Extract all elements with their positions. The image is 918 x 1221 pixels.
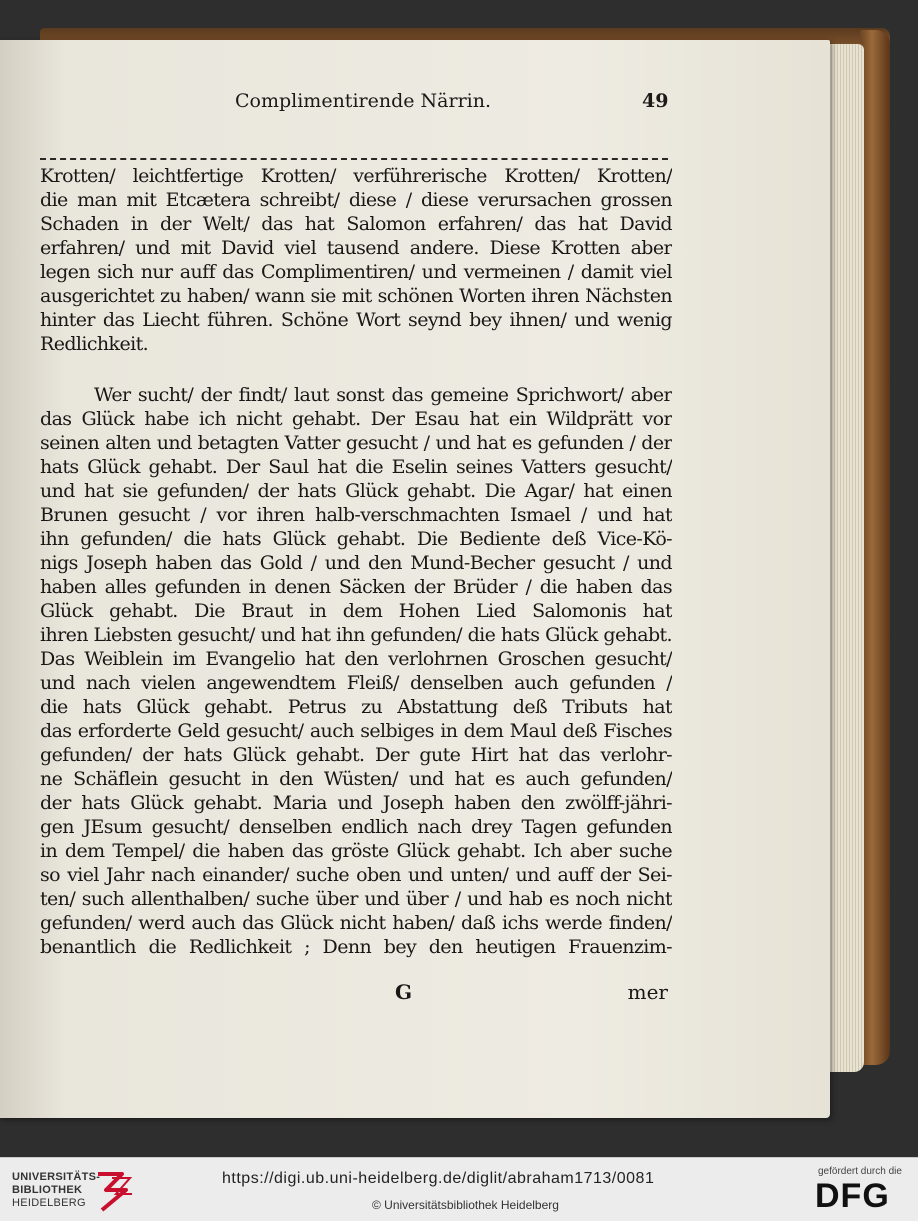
text-line: das erforderte Geld gesucht/ auch selbiges in dem Maul deß Fisches [40,720,672,742]
text-line: benantlich die Redlichkeit ; Denn bey den heutigen Frauenzim- [40,936,672,958]
text-line: der hats Glück gehabt. Maria und Joseph haben den zwölff-jähri- [40,792,672,814]
funder-label: gefördert durch die [818,1166,902,1177]
text-line: seinen alten und betagten Vatter gesucht / und hat es gefunden / der [40,432,672,454]
book-cover-right [860,30,890,1065]
text-line: die hats Glück gehabt. Petrus zu Abstattung deß Tributs hat [40,696,672,718]
text-line: die man mit Etcætera schreibt/ diese / diese verursachen grossen [40,189,672,211]
copyright-notice: © Universitätsbibliothek Heidelberg [372,1198,559,1212]
text-line: in dem Tempel/ die haben das gröste Glück gehabt. Ich aber suche [40,840,672,862]
text-line: und nach vielen angewendtem Fleiß/ denselben auch gefunden / [40,672,672,694]
text-line: Das Weiblein im Evangelio hat den verlohrnen Groschen gesucht/ [40,648,672,670]
text-line: ten/ such allenthalben/ suche über und über / und hab es noch nicht [40,888,672,910]
text-line: Wer sucht/ der findt/ laut sonst das gemeine Sprichwort/ aber [94,384,672,406]
header-rule [40,158,668,160]
library-name-line: HEIDELBERG [12,1197,86,1209]
library-name-line: UNIVERSITÄTS- [12,1171,101,1183]
text-line: ihren Liebsten gesucht/ und hat ihn gefunden/ die hats Glück gehabt. [40,624,672,646]
permalink-link[interactable]: https://digi.ub.uni-heidelberg.de/diglit/abraham1713/0081 [222,1170,655,1187]
library-name-line: BIBLIOTHEK [12,1184,83,1196]
page-number: 49 [642,90,669,112]
running-head [40,90,670,120]
catchword: mer [627,980,668,1004]
text-line: gefunden/ der hats Glück gehabt. Der gute Hirt hat das verlohr- [40,744,672,766]
text-line: das Glück habe ich nicht gehabt. Der Esau hat ein Wildprätt vor [40,408,672,430]
signature-mark: G [395,980,413,1004]
text-line: Brunen gesucht / vor ihren halb-verschmachten Ismael / und hat [40,504,672,526]
text-line: Redlichkeit. [40,333,149,355]
text-line: ne Schäflein gesucht in den Wüsten/ und hat es auch gefunden/ [40,768,672,790]
text-line: Krotten/ leichtfertige Krotten/ verführerische Krotten/ Krotten/ [40,165,672,187]
text-line: haben alles gefunden in denen Säcken der Brüder / die haben das [40,576,672,598]
text-line: und hat sie gefunden/ der hats Glück gehabt. Die Agar/ hat einen [40,480,672,502]
viewer-footer [0,1157,918,1221]
paragraph-2 [40,383,672,959]
running-title: Complimentirende Närrin. [235,90,491,112]
text-line: Schaden in der Welt/ das hat Salomon erfahren/ das hat David [40,213,672,235]
text-line: Glück gehabt. Die Braut in dem Hohen Lied Salomonis hat [40,600,672,622]
text-line: legen sich nur auff das Complimentiren/ und vermeinen / damit viel [40,261,672,283]
text-line: gefunden/ werd auch das Glück nicht haben/ daß ichs werde finden/ [40,912,672,934]
text-line: erfahren/ und mit David viel tausend andere. Diese Krotten aber [40,237,672,259]
text-line: hinter das Liecht führen. Schöne Wort seynd bey ihnen/ und wenig [40,309,672,331]
text-line: gen JEsum gesucht/ denselben endlich nach drey Tagen gefunden [40,816,672,838]
text-line: ausgerichtet zu haben/ wann sie mit schönen Worten ihren Nächsten [40,285,672,307]
text-line: nigs Joseph haben das Gold / und den Mund-Becher gesucht / und [40,552,672,574]
text-line: so viel Jahr nach einander/ suche oben und unten/ und auff der Sei- [40,864,672,886]
dfg-logo-icon[interactable]: DFG [815,1177,890,1215]
ub-heidelberg-logo-icon[interactable] [12,1168,132,1214]
text-line: ihn gefunden/ die hats Glück gehabt. Die Bediente deß Vice-Kö- [40,528,672,550]
ub-mark-icon [92,1168,136,1214]
paragraph-1 [40,164,672,356]
text-line: hats Glück gehabt. Der Saul hat die Eselin seines Vatters gesucht/ [40,456,672,478]
page-foot [40,980,672,1010]
